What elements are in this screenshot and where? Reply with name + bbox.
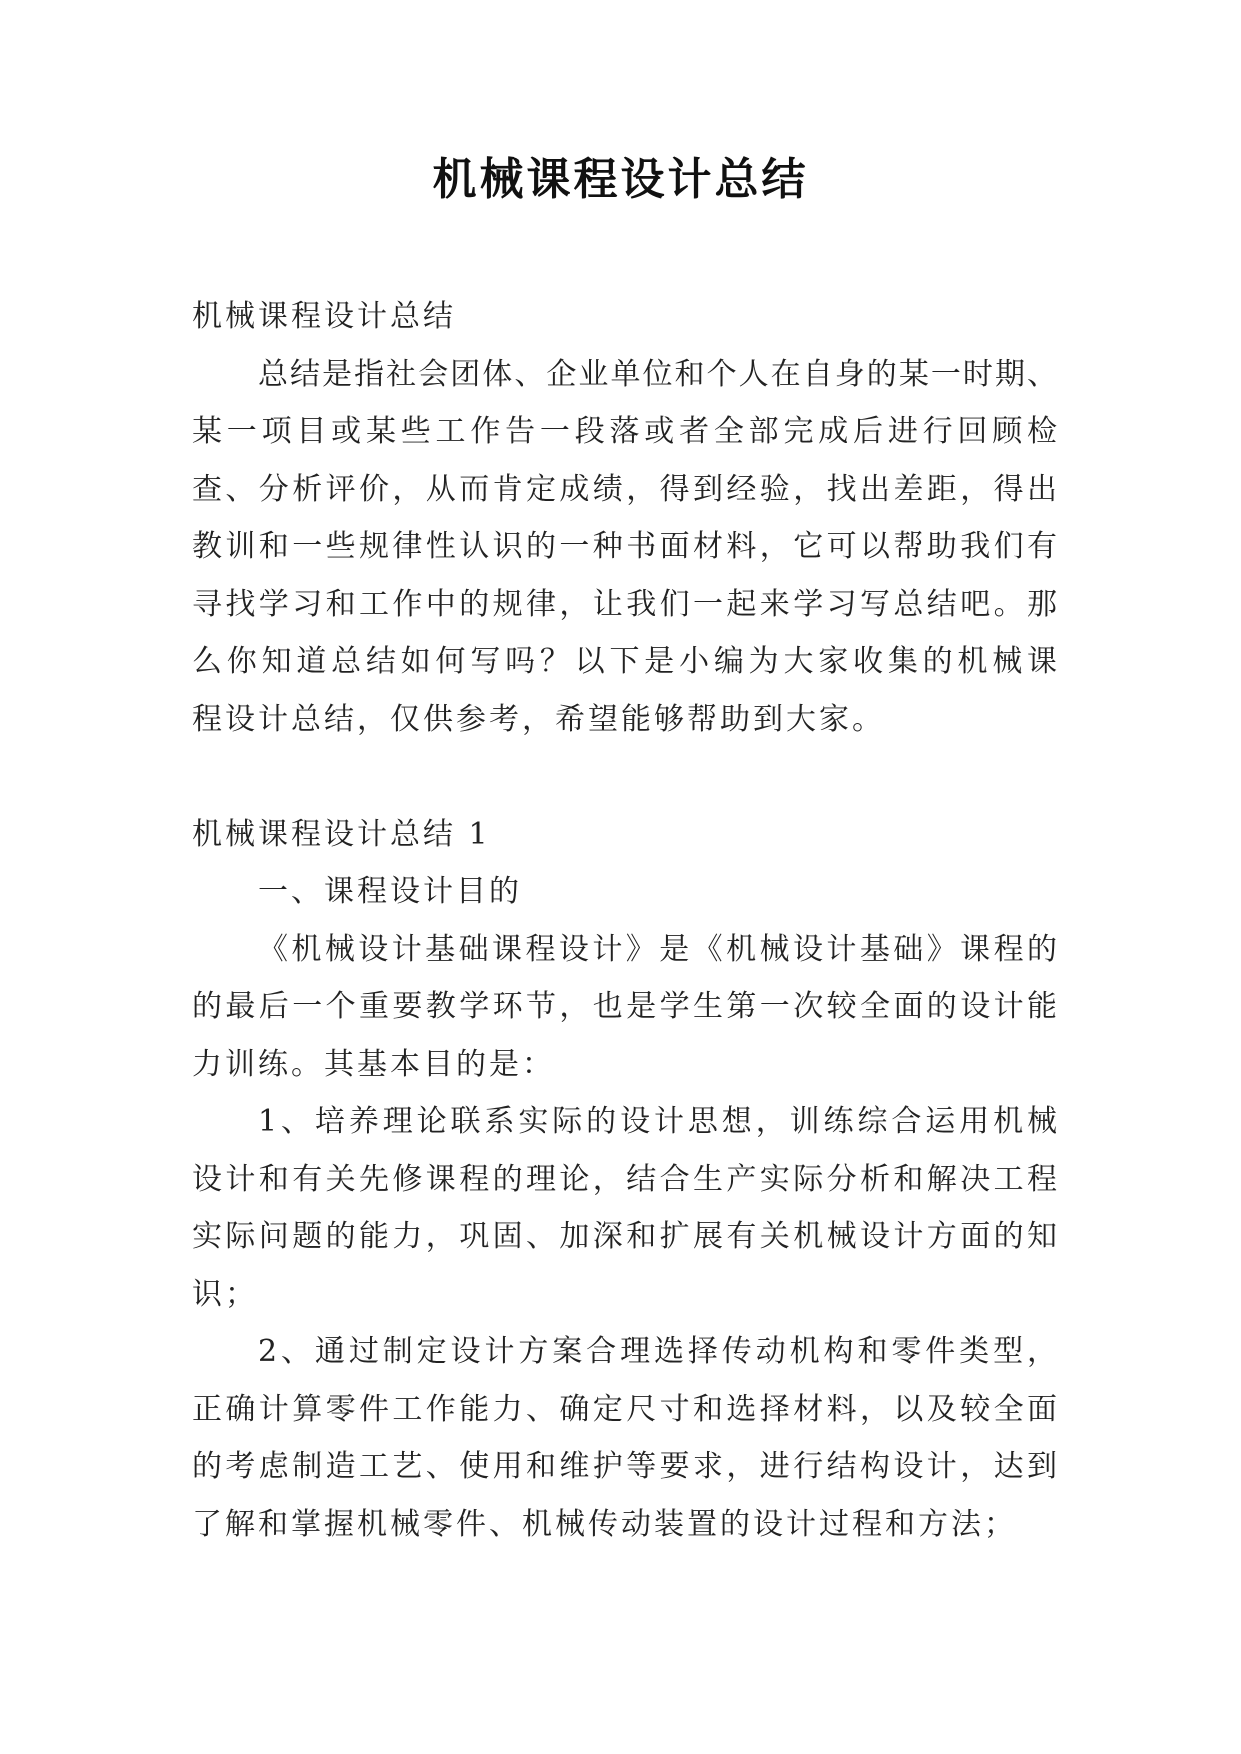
document-body: [192, 288, 1057, 1553]
paragraph-line: 总结是指社会团体、企业单位和个人在自身的某一时期、: [258, 356, 1057, 392]
paragraph-line: 的最后一个重要教学环节，也是学生第一次较全面的设计能: [192, 989, 1057, 1024]
document-title: 机械课程设计总结: [432, 154, 809, 205]
paragraph-line: 寻找学习和工作中的规律，让我们一起来学习写总结吧。那: [192, 586, 1057, 622]
list-item-line: 了解和掌握机械零件、机械传动装置的设计过程和方法；: [192, 1506, 1017, 1542]
list-item-line: 的考虑制造工艺、使用和维护等要求，进行结构设计，达到: [192, 1449, 1057, 1484]
list-item-line: 正确计算零件工作能力、确定尺寸和选择材料，以及较全面: [192, 1391, 1057, 1427]
paragraph-line: 教训和一些规律性认识的一种书面材料，它可以帮助我们有: [192, 529, 1057, 564]
paragraph-line: 某一项目或某些工作告一段落或者全部完成后进行回顾检: [192, 414, 1057, 449]
list-item-line: 2、通过制定设计方案合理选择传动机构和零件类型，: [258, 1334, 1057, 1369]
subsection-title: 一、课程设计目的: [258, 874, 522, 909]
paragraph-line: 力训练。其基本目的是：: [192, 1046, 555, 1082]
spacer: [192, 748, 1057, 806]
list-item-line: 识；: [192, 1276, 258, 1312]
list-item-line: 实际问题的能力，巩固、加深和扩展有关机械设计方面的知: [192, 1219, 1057, 1254]
paragraph-line: 《机械设计基础课程设计》是《机械设计基础》课程的: [258, 931, 1057, 967]
paragraph-line: 么你知道总结如何写吗？以下是小编为大家收集的机械课: [192, 644, 1057, 679]
list-item-line: 设计和有关先修课程的理论，结合生产实际分析和解决工程: [192, 1161, 1057, 1197]
section-heading: 机械课程设计总结: [192, 299, 456, 334]
list-item-line: 1、培养理论联系实际的设计思想，训练综合运用机械: [258, 1104, 1057, 1139]
section-heading: 机械课程设计总结 1: [192, 816, 491, 852]
paragraph-line: 查、分析评价，从而肯定成绩，得到经验，找出差距，得出: [192, 471, 1057, 507]
paragraph-line: 程设计总结，仅供参考，希望能够帮助到大家。: [192, 701, 885, 737]
